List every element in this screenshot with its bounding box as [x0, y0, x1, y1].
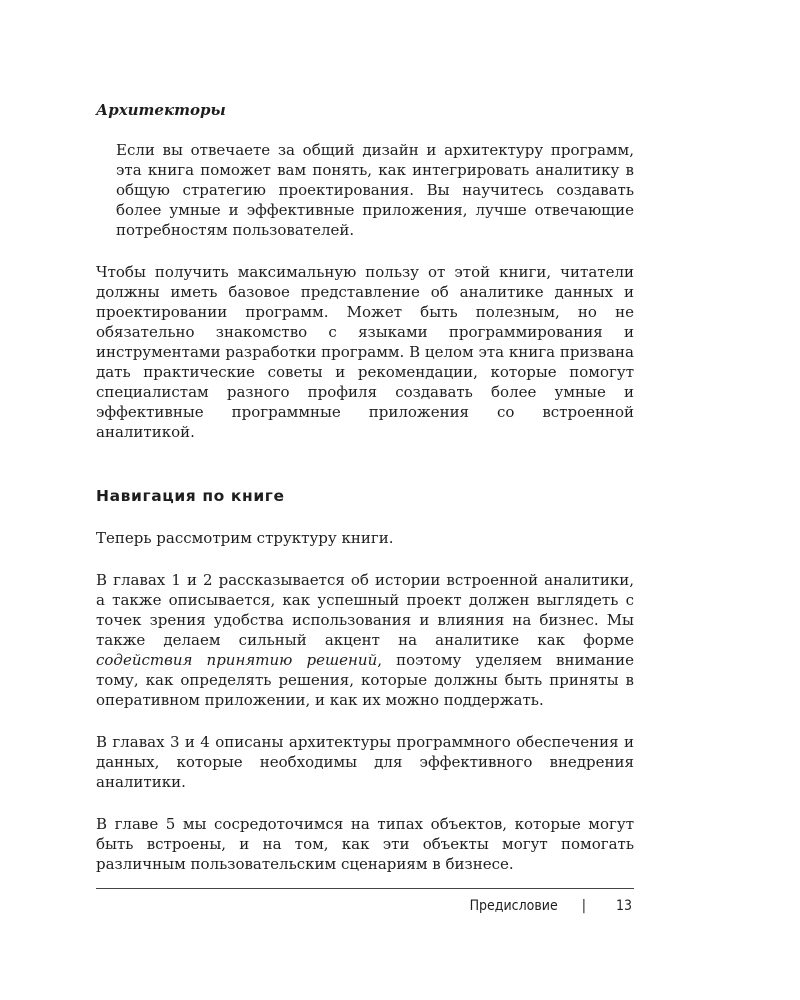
- prerequisites-paragraph: Чтобы получить максимальную пользу от этой книги, читатели должны иметь базовое представление об аналитике данных и проектировании программ. Может быть полезным, но не обязательно знакомство с языками программирования и инструментами разработки программ. В целом эта книга призвана дать практические советы и рекомендации, которые помогут специалистам разного профиля создавать более умные и эффективные программные приложения со встроенной аналитикой.: [96, 263, 634, 441]
- page-content: [96, 100, 634, 896]
- page-number: 13: [615, 898, 632, 914]
- navigation-heading: Навигация по книге: [96, 487, 285, 505]
- footer-section-name: Предисловие: [469, 898, 558, 914]
- footer-separator: |: [581, 898, 586, 914]
- chapter-5-paragraph: В главе 5 мы сосредоточимся на типах объектов, которые могут быть встроены, и на том, как эти объекты могут помогать различным пользовательским сценариям в бизнесе.: [96, 815, 634, 873]
- chapters-1-2-italic-term: содействия принятию решений: [96, 651, 378, 669]
- chapters-1-2-paragraph: [96, 570, 634, 710]
- structure-intro-paragraph: Теперь рассмотрим структуру книги.: [96, 529, 394, 547]
- chapters-1-2-text-start: В главах 1 и 2 рассказывается об истории встроенной аналитики, а также описывается, как успешный проект должен выглядеть с точек зрения удобства использования и влияния на бизнес. Мы также делаем сильный акцент на аналитике как форме: [96, 571, 634, 649]
- footer-divider: [96, 888, 634, 889]
- architects-heading: Архитекторы: [96, 101, 226, 119]
- chapters-1-2-text-end: , поэтому уделяем внимание тому, как определять решения, которые должны быть приняты в оперативном приложении, и как их можно поддержать.: [96, 651, 634, 709]
- chapters-3-4-paragraph: В главах 3 и 4 описаны архитектуры программного обеспечения и данных, которые необходимы для эффективного внедрения аналитики.: [96, 733, 634, 791]
- architects-paragraph: Если вы отвечаете за общий дизайн и архитектуру программ, эта книга поможет вам понять, как интегрировать аналитику в общую стратегию проектирования. Вы научитесь создавать более умные и эффективные приложения, лучше отвечающие потребностям пользователей.: [116, 141, 634, 239]
- page-footer: [96, 897, 634, 915]
